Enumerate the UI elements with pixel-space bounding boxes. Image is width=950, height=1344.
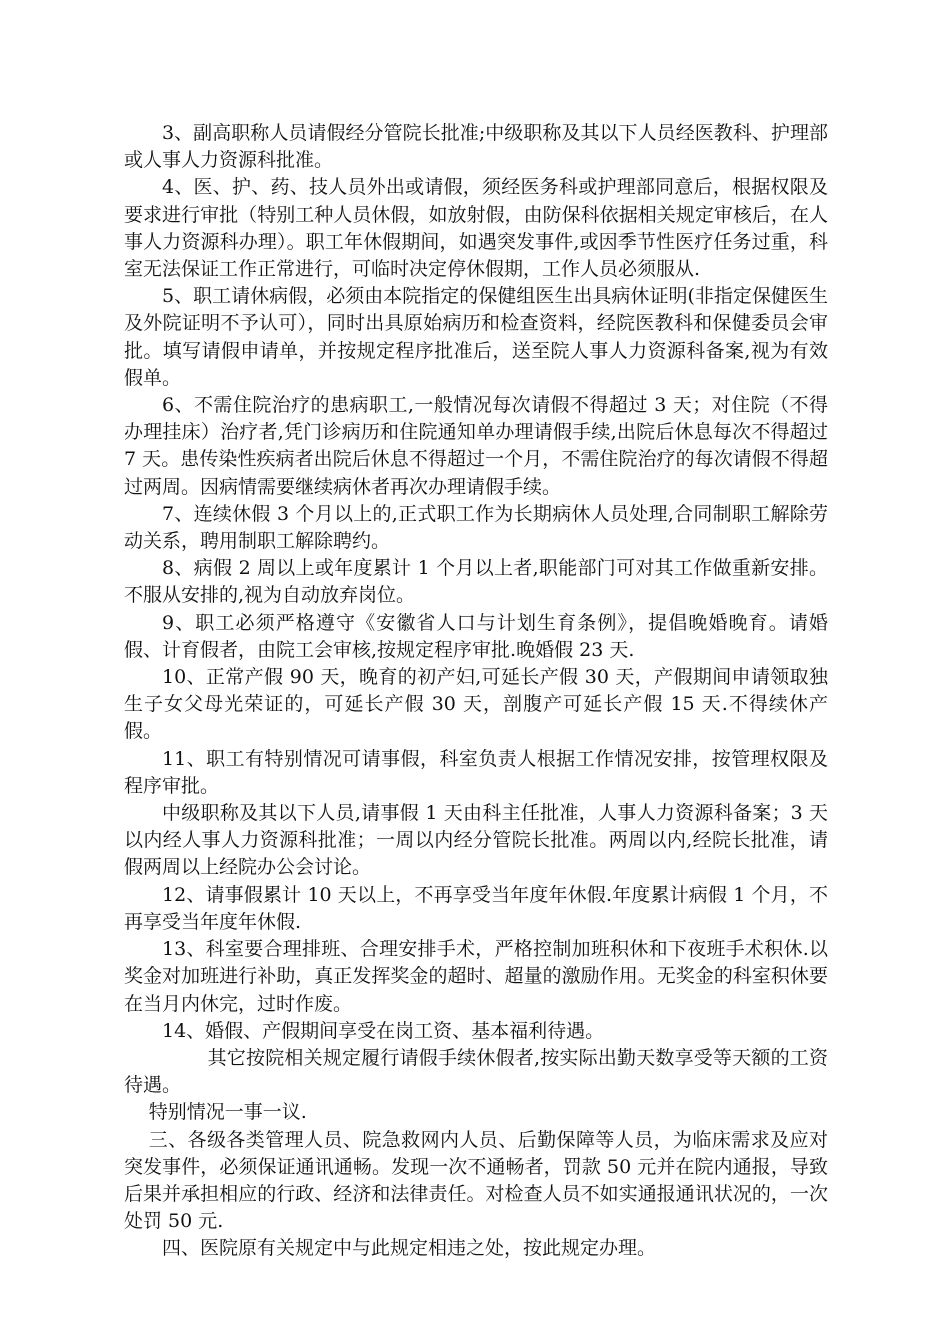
paragraph-rule-3: 3、副高职称人员请假经分管院长批准;中级职称及其以下人员经医教科、护理部或人事人力资源科批准。: [124, 122, 828, 172]
paragraph-rule-12: 12、请事假累计 10 天以上，不再享受当年度年休假.年度累计病假 1 个月，不再享受当年度年休假.: [124, 883, 828, 933]
paragraph-section-three: 三、各级各类管理人员、院急救网内人员、后勤保障等人员，为临床需求及应对突发事件，必须保证通讯通畅。发现一次不通畅者，罚款 50 元并在院内通报，导致后果并承担相应的行政、经济和法律责任。对检查人员不如实通报通讯状况的，一次处罚 50 元.: [124, 1128, 828, 1233]
paragraph-other-leave: 其它按院相关规定履行请假手续休假者,按实际出勤天数享受等天额的工资待遇。: [124, 1046, 828, 1097]
paragraph-rule-9: 9、职工必须严格遵守《安徽省人口与计划生育条例》，提倡晚婚晚育。请婚假、计育假者，由院工会审核,按规定程序审批.晚婚假 23 天.: [124, 611, 828, 661]
paragraph-rule-11: 11、职工有特别情况可请事假，科室负责人根据工作情况安排，按管理权限及程序审批。: [124, 747, 828, 797]
paragraph-special-cases: 特别情况一事一议.: [148, 1101, 307, 1124]
paragraph-personal-leave-approval: 中级职称及其以下人员,请事假 1 天由科主任批准，人事人力资源科备案；3 天以内经人事人力资源科批准；一周以内经分管院长批准。两周以内,经院长批准，请假两周以上经院办公会讨论。: [124, 802, 828, 879]
paragraph-rule-13: 13、科室要合理排班、合理安排手术，严格控制加班积休和下夜班手术积休.以奖金对加班进行补助，真正发挥奖金的超时、超量的激励作用。无奖金的科室积休要在当月内休完，过时作废。: [124, 938, 828, 1015]
paragraph-rule-10: 10、正常产假 90 天，晚育的初产妇,可延长产假 30 天，产假期间申请领取独生子女父母光荣证的，可延长产假 30 天，剖腹产可延长产假 15 天.不得续休产假。: [124, 666, 828, 743]
paragraph-rule-8: 8、病假 2 周以上或年度累计 1 个月以上者,职能部门可对其工作做重新安排。不服从安排的,视为自动放弃岗位。: [124, 557, 828, 607]
paragraph-rule-4: 4、医、护、药、技人员外出或请假，须经医务科或护理部同意后，根据权限及要求进行审批（特别工种人员休假，如放射假，由防保科依据相关规定审核后，在人事人力资源科办理）。职工年休假期间，如遇突发事件,或因季节性医疗任务过重，科室无法保证工作正常进行，可临时决定停休假期，工作人员必须服从.: [124, 176, 828, 281]
paragraph-rule-6: 6、不需住院治疗的患病职工,一般情况每次请假不得超过 3 天；对住院（不得办理挂床）治疗者,凭门诊病历和住院通知单办理请假手续,出院后休息每次不得超过 7 天。患传染性疾病者出院后休息不得超过一个月，不需住院治疗的每次请假不得超过两周。因病情需要继续病休者再次办理请假手续。: [124, 394, 828, 498]
paragraph-rule-14: 14、婚假、产假期间享受在岗工资、基本福利待遇。: [162, 1019, 605, 1042]
paragraph-rule-7: 7、连续休假 3 个月以上的,正式职工作为长期病休人员处理,合同制职工解除劳动关系，聘用制职工解除聘约。: [124, 502, 828, 553]
document-body: [124, 120, 828, 1263]
paragraph-section-four: 四、医院原有关规定中与此规定相违之处，按此规定办理。: [162, 1237, 657, 1260]
paragraph-rule-5: 5、职工请休病假，必须由本院指定的保健组医生出具病休证明(非指定保健医生及外院证明不予认可），同时出具原始病历和检查资料，经院医教科和保健委员会审批。填写请假申请单，并按规定程序批准后，送至院人事人力资源科备案,视为有效假单。: [124, 285, 828, 389]
